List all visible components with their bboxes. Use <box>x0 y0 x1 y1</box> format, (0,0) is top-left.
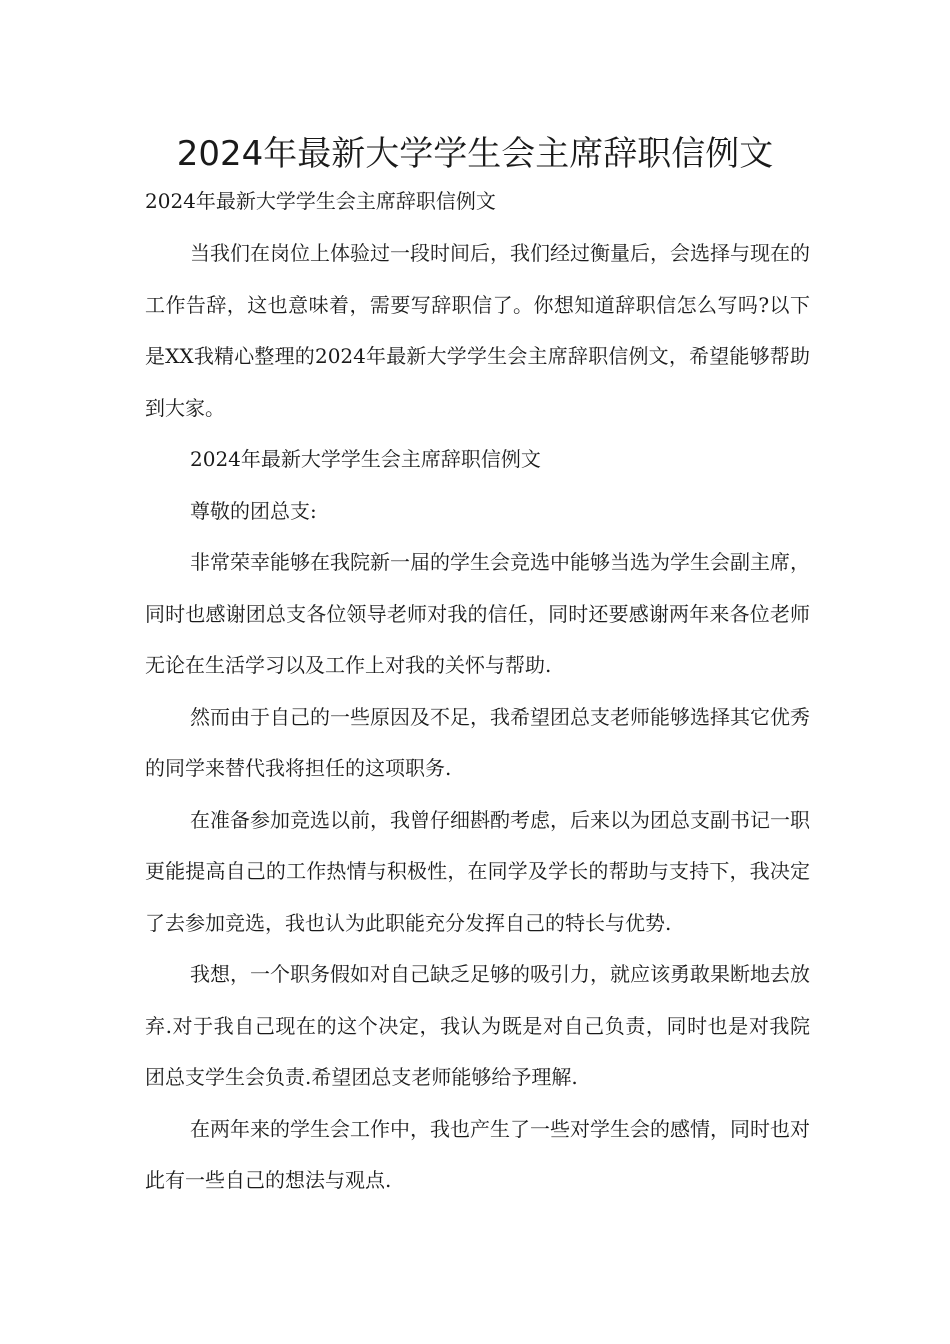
paragraph-intro: 当我们在岗位上体验过一段时间后，我们经过衡量后，会选择与现在的工作告辞，这也意味着，需要写辞职信了。你想知道辞职信怎么写吗?以下是XX我精心整理的2024年最新大学学生会主席辞职信例文，希望能够帮助到大家。 <box>145 241 810 420</box>
paragraph-body-1: 非常荣幸能够在我院新一届的学生会竞选中能够当选为学生会副主席，同时也感谢团总支各位领导老师对我的信任，同时还要感谢两年来各位老师无论在生活学习以及工作上对我的关怀与帮助. <box>145 550 810 677</box>
document-title: 2024年最新大学学生会主席辞职信例文 <box>176 134 774 174</box>
paragraph-salutation: 尊敬的团总支: <box>190 498 317 523</box>
paragraph-letter-title: 2024年最新大学学生会主席辞职信例文 <box>190 447 541 471</box>
document-subtitle: 2024年最新大学学生会主席辞职信例文 <box>145 189 496 213</box>
paragraph-body-3: 在准备参加竞选以前，我曾仔细斟酌考虑，后来以为团总支副书记一职更能提高自己的工作热情与积极性，在同学及学长的帮助与支持下，我决定了去参加竞选，我也认为此职能充分发挥自己的特长与优势. <box>145 807 810 935</box>
paragraph-body-2: 然而由于自己的一些原因及不足，我希望团总支老师能够选择其它优秀的同学来替代我将担任的这项职务. <box>145 704 810 780</box>
paragraph-body-4: 我想，一个职务假如对自己缺乏足够的吸引力，就应该勇敢果断地去放弃.对于我自己现在的这个决定，我认为既是对自己负责，同时也是对我院团总支学生会负责.希望团总支老师能够给予理解. <box>145 962 810 1089</box>
document-body <box>145 182 810 1207</box>
paragraph-body-5: 在两年来的学生会工作中，我也产生了一些对学生会的感情，同时也对此有一些自己的想法与观点. <box>145 1116 810 1192</box>
